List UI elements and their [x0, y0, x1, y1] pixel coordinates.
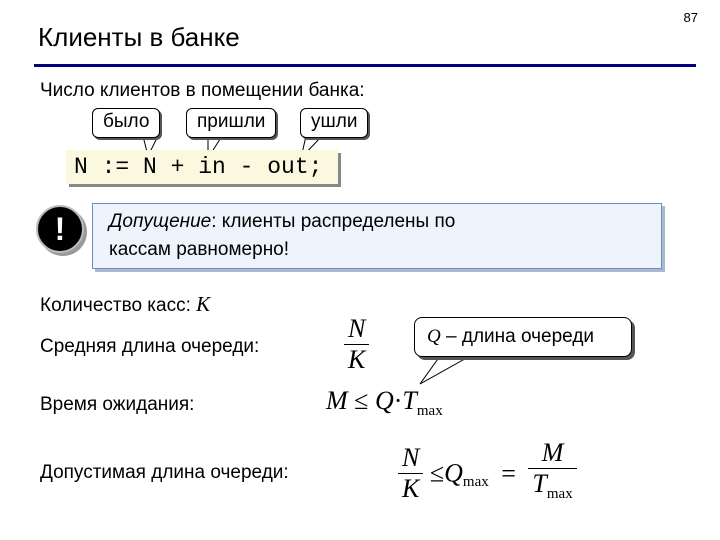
allowed-den-sub: max: [546, 486, 573, 503]
exclamation-icon: !: [36, 205, 84, 253]
allowed-formula: [398, 438, 577, 509]
wait-label: Время ожидания:: [40, 394, 195, 415]
cashiers-row: [40, 292, 210, 317]
wait-q: Q: [374, 386, 394, 415]
allowed-q: Q: [444, 458, 463, 488]
wait-lhs: M: [326, 386, 348, 415]
allowed-op: ≤: [429, 458, 445, 488]
callout-text: – длина очереди: [440, 326, 595, 347]
allowed-sub: max: [462, 473, 489, 490]
cashiers-label: Количество касс:: [40, 295, 191, 316]
allowed-den-t: T: [532, 469, 547, 498]
allowed-eq: =: [501, 458, 516, 488]
slide-title: Клиенты в банке: [38, 22, 240, 52]
assumption-box: [92, 203, 662, 269]
allowed-num2: M: [528, 438, 576, 469]
avg-num: N: [344, 314, 369, 345]
wait-dot: ·: [393, 386, 403, 415]
wait-t: T: [402, 386, 417, 415]
allowed-label: Допустимая длина очереди:: [40, 462, 289, 483]
wait-formula: [326, 386, 443, 420]
bubble-was: было: [92, 108, 160, 138]
wait-op: ≤: [354, 386, 369, 415]
bubble-left: ушли: [300, 108, 368, 138]
avg-queue-label: Средняя длина очереди:: [40, 336, 260, 357]
q-callout: [414, 317, 632, 357]
callout-var: Q: [427, 326, 441, 347]
bubble-came: пришли: [186, 108, 276, 138]
allowed-num: N: [398, 443, 423, 474]
assumption-label: Допущение: [109, 211, 212, 232]
intro-text: Число клиентов в помещении банка:: [40, 80, 365, 101]
assumption-text-2: кассам равномерно!: [109, 239, 290, 260]
allowed-den: K: [402, 474, 420, 504]
code-statement: N := N + in - out;: [66, 150, 338, 184]
cashiers-var: K: [196, 292, 211, 316]
avg-queue-formula: [344, 314, 369, 375]
wait-sub: max: [416, 403, 443, 420]
page-number: 87: [683, 10, 698, 25]
avg-den: K: [348, 345, 366, 374]
assumption-text-1: : клиенты распределены по: [211, 211, 456, 232]
